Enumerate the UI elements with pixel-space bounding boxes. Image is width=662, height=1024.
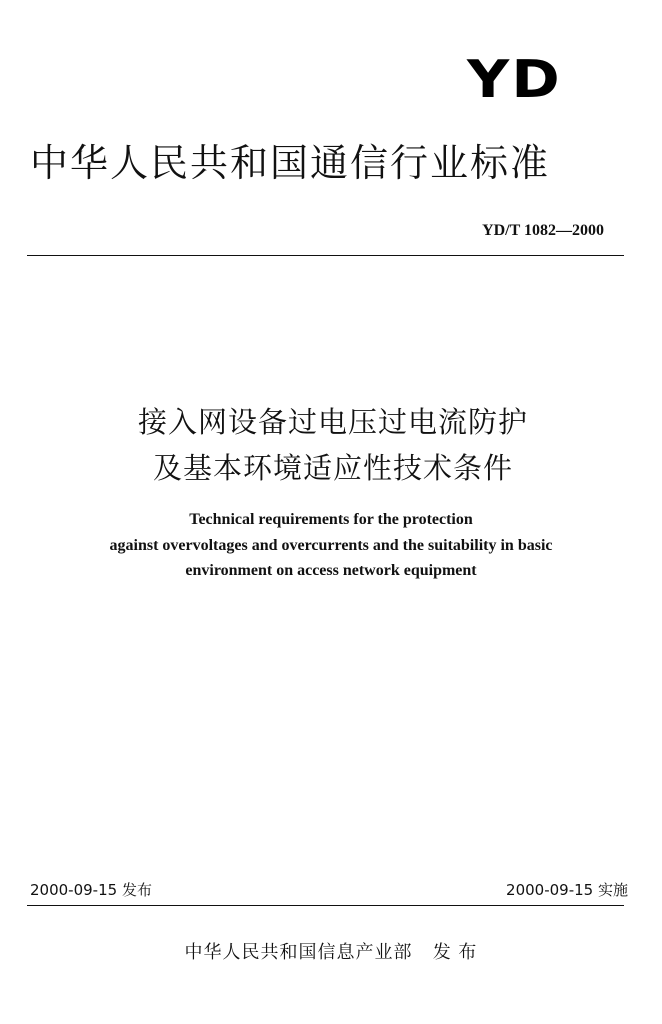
english-title-line-2: against overvoltages and overcurrents and the suitability in basic bbox=[109, 537, 553, 554]
org-title: 中华人民共和国通信行业标准 bbox=[30, 141, 551, 185]
english-title-line-3: environment on access network equipment bbox=[185, 562, 477, 579]
standard-logo: YD bbox=[466, 50, 562, 110]
english-title-line-1: Technical requirements for the protection bbox=[189, 511, 473, 528]
standard-code: YD/T 1082—2000 bbox=[482, 222, 604, 239]
top-divider bbox=[27, 255, 624, 256]
implement-date: 2000-09-15 实施 bbox=[506, 881, 628, 899]
bottom-divider bbox=[27, 905, 624, 906]
publisher: 中华人民共和国信息产业部 发 布 bbox=[184, 942, 478, 963]
issue-date: 2000-09-15 发布 bbox=[30, 881, 152, 899]
chinese-title-line-1: 接入网设备过电压过电流防护 bbox=[137, 405, 528, 439]
chinese-title-line-2: 及基本环境适应性技术条件 bbox=[152, 451, 513, 485]
